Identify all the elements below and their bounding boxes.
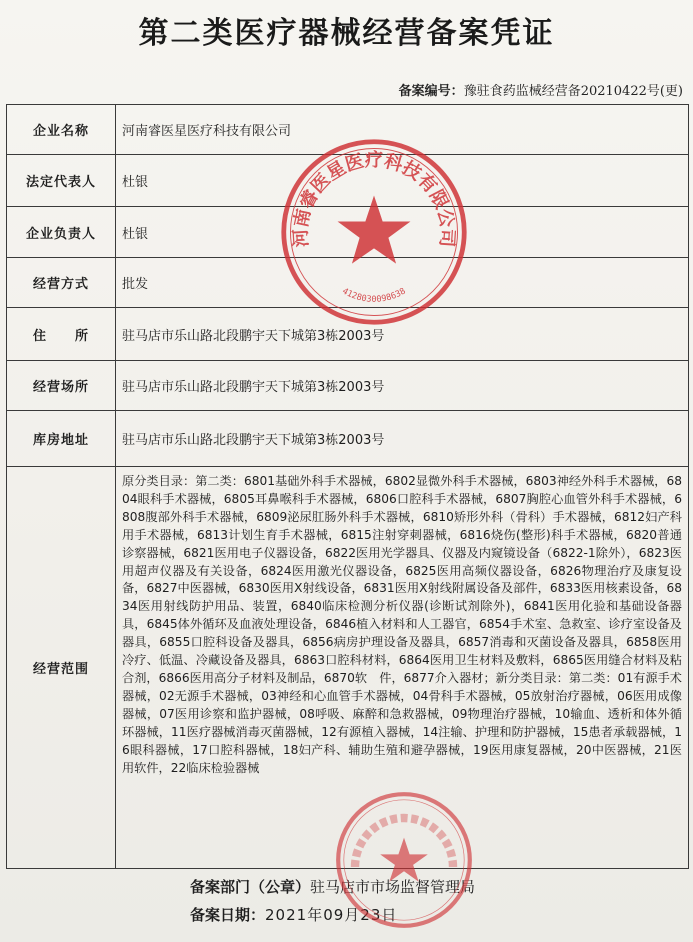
filing-department-value: 驻马店市市场监督管理局 <box>310 878 476 896</box>
warehouse-address-label: 库房地址 <box>7 411 116 467</box>
registration-number-label: 备案编号： <box>398 84 464 99</box>
company-name-value: 河南睿医星医疗科技有限公司 <box>116 105 689 155</box>
company-principal-label: 企业负责人 <box>7 207 116 258</box>
registration-number-value: 豫驻食药监械经营备20210422号(更) <box>463 84 683 99</box>
company-seal-text: 河南睿医星医疗科技有限公司 <box>290 150 458 248</box>
company-principal-value: 杜银 <box>116 207 689 258</box>
business-premises-label: 经营场所 <box>7 361 116 411</box>
domicile-value: 驻马店市乐山路北段鹏宇天下城第3栋2003号 <box>116 308 689 361</box>
business-scope-label: 经营范围 <box>7 467 116 869</box>
authority-seal-stamp <box>334 790 474 930</box>
company-seal-number: 4128030098638 <box>340 286 408 305</box>
filing-date-label: 备案日期： <box>190 906 266 924</box>
warehouse-address-value: 驻马店市乐山路北段鹏宇天下城第3栋2003号 <box>116 411 689 467</box>
document-title: 第二类医疗器械经营备案凭证 <box>138 16 555 51</box>
filing-date-value: 2021年09月23日 <box>265 906 398 924</box>
company-name-label: 企业名称 <box>7 105 116 155</box>
business-mode-value: 批发 <box>116 258 689 308</box>
registration-number-line <box>399 80 683 99</box>
business-scope-text: 原分类目录：第二类：6801基础外科手术器械，6802显微外科手术器械，6803神经外科手术器械，6804眼科手术器械，6805耳鼻喉科手术器械，6806口腔科手术器械，6807胸腔心血管外科手术器械，6808腹部外科手术器械，6809泌尿肛肠外科手术器械，6810矫形外科（骨科）手术器械，6812妇产科用手术器械，6813计划生育手术器械，6815注射穿刺器械，6816烧伤(整形)科手术器械，6820普通诊察器械，6821医用电子仪器设备，6822医用光学器具、仪器及内窥镜设备（6822-1除外），6823医用超声仪器及有关设备，6824医用激光仪器设备，6825医用高频仪器设备，6826物理治疗及康复设备，6827中医器械，6830医用X射线设备，6831医用X射线附属设备及部件，6833医用核素设备，6834医用射线防护用品、装置，6840临床检测分析仪器(诊断试剂除外)，6841医用化验和基础设备器具，6845体外循环及血液处理设备，6846植入材料和人工器官，6854手术室、急救室、诊疗室设备及器具，6855口腔科设备及器具，6856病房护理设备及器具，6857消毒和灭菌设备及器具，6858医用冷疗、低温、冷藏设备及器具，6863口腔科材料，6864医用卫生材料及敷料，6865医用缝合材料及粘合剂，6866医用高分子材料及制品，6870软 件，6877介入器材；新分类目录：第二类：01有源手术器械，02无源手术器械，03神经和心血管手术器械，04骨科手术器械，05放射治疗器械，06医用成像器械，07医用诊察和监护器械，08呼吸、麻醉和急救器械，09物理治疗器械，10输血、透析和体外循环器械，11医疗器械消毒灭菌器械，12有源植入器械，14注输、护理和防护器械，15患者承载器械，16眼科器械，17口腔科器械，18妇产科、辅助生殖和避孕器械，19医用康复器械，20中医器械，21医用软件，22临床检验器械 <box>116 467 689 869</box>
filing-department-label: 备案部门（公章） <box>190 878 311 896</box>
business-premises-value: 驻马店市乐山路北段鹏宇天下城第3栋2003号 <box>116 361 689 411</box>
legal-representative-label: 法定代表人 <box>7 155 116 207</box>
company-seal-stamp <box>278 136 470 328</box>
table-row <box>7 361 689 411</box>
domicile-label: 住 所 <box>7 308 116 361</box>
table-row <box>7 411 689 467</box>
legal-representative-value: 杜银 <box>116 155 689 207</box>
business-mode-label: 经营方式 <box>7 258 116 308</box>
